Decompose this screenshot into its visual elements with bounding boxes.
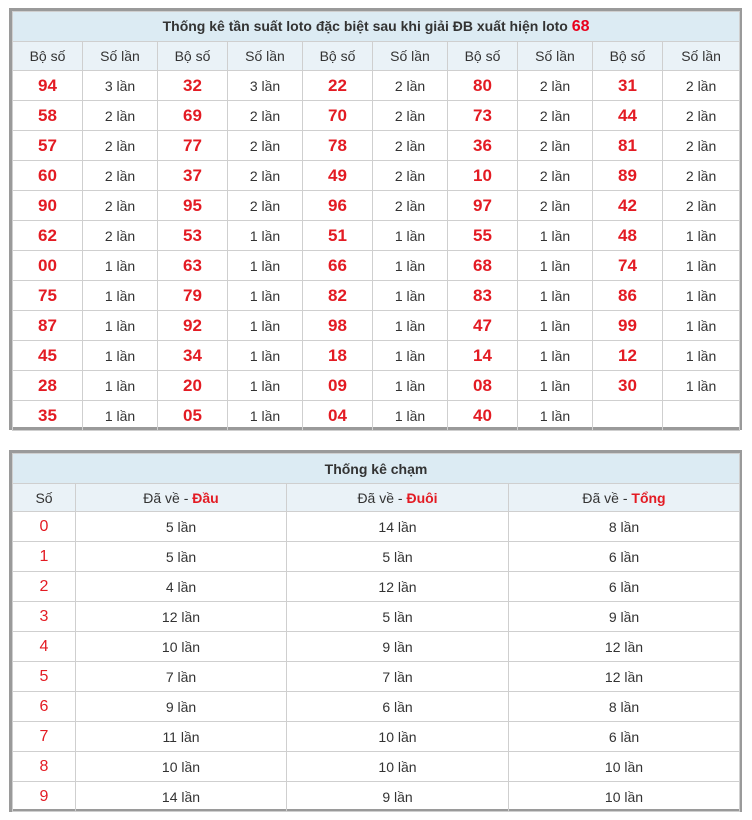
bo-so-cell: 58 <box>13 101 83 131</box>
so-lan-cell: 1 lần <box>373 221 448 251</box>
so-lan-cell: 1 lần <box>228 371 303 401</box>
bo-so-cell: 66 <box>303 251 373 281</box>
frequency-table <box>12 11 740 431</box>
so-lan-cell <box>663 401 740 431</box>
cham-table-panel <box>9 450 742 812</box>
so-lan-cell: 2 lần <box>83 131 158 161</box>
so-lan-cell: 1 lần <box>373 341 448 371</box>
so-lan-cell: 1 lần <box>663 371 740 401</box>
bo-so-cell: 74 <box>593 251 663 281</box>
dau-cell: 10 lần <box>76 632 287 662</box>
bo-so-cell: 22 <box>303 71 373 101</box>
bo-so-cell: 96 <box>303 191 373 221</box>
bo-so-cell: 05 <box>158 401 228 431</box>
cham-table-title: Thống kê chạm <box>13 454 740 484</box>
col-header-so-lan: Số lần <box>228 42 303 71</box>
duoi-cell: 5 lần <box>287 542 509 572</box>
so-lan-cell: 1 lần <box>83 341 158 371</box>
so-lan-cell: 1 lần <box>228 221 303 251</box>
bo-so-cell: 12 <box>593 341 663 371</box>
bo-so-cell: 14 <box>448 341 518 371</box>
bo-so-cell: 62 <box>13 221 83 251</box>
so-lan-cell: 1 lần <box>228 281 303 311</box>
so-lan-cell: 1 lần <box>518 401 593 431</box>
title-number: 68 <box>571 17 590 35</box>
tong-cell: 10 lần <box>509 782 740 812</box>
so-lan-cell: 3 lần <box>228 71 303 101</box>
so-lan-cell: 2 lần <box>228 131 303 161</box>
bo-so-cell: 98 <box>303 311 373 341</box>
so-lan-cell: 1 lần <box>373 281 448 311</box>
table-row <box>13 221 740 251</box>
table-row <box>13 602 740 632</box>
bo-so-cell: 89 <box>593 161 663 191</box>
so-lan-cell: 1 lần <box>83 371 158 401</box>
cham-table <box>12 453 740 812</box>
bo-so-cell: 48 <box>593 221 663 251</box>
so-cell: 9 <box>13 782 76 812</box>
so-lan-cell: 1 lần <box>518 251 593 281</box>
so-cell: 5 <box>13 662 76 692</box>
so-lan-cell: 2 lần <box>228 101 303 131</box>
bo-so-cell: 04 <box>303 401 373 431</box>
so-lan-cell: 2 lần <box>663 131 740 161</box>
bo-so-cell: 32 <box>158 71 228 101</box>
dau-cell: 10 lần <box>76 752 287 782</box>
so-lan-cell: 2 lần <box>228 161 303 191</box>
duoi-cell: 14 lần <box>287 512 509 542</box>
bo-so-cell: 99 <box>593 311 663 341</box>
bo-so-cell: 77 <box>158 131 228 161</box>
so-lan-cell: 1 lần <box>228 401 303 431</box>
so-lan-cell: 1 lần <box>83 281 158 311</box>
so-lan-cell: 1 lần <box>663 311 740 341</box>
so-lan-cell: 2 lần <box>663 101 740 131</box>
col-header-bo-so: Bộ số <box>158 42 228 71</box>
bo-so-cell: 53 <box>158 221 228 251</box>
bo-so-cell: 45 <box>13 341 83 371</box>
table-row <box>13 281 740 311</box>
bo-so-cell: 47 <box>448 311 518 341</box>
so-lan-cell: 2 lần <box>373 161 448 191</box>
bo-so-cell: 80 <box>448 71 518 101</box>
bo-so-cell: 90 <box>13 191 83 221</box>
bo-so-cell: 34 <box>158 341 228 371</box>
dau-cell: 5 lần <box>76 542 287 572</box>
tong-cell: 8 lần <box>509 692 740 722</box>
so-lan-cell: 2 lần <box>83 101 158 131</box>
bo-so-cell <box>593 401 663 431</box>
so-lan-cell: 1 lần <box>373 371 448 401</box>
bo-so-cell: 09 <box>303 371 373 401</box>
tong-cell: 12 lần <box>509 662 740 692</box>
bo-so-cell: 73 <box>448 101 518 131</box>
so-lan-cell: 2 lần <box>663 191 740 221</box>
so-lan-cell: 1 lần <box>663 281 740 311</box>
bo-so-cell: 36 <box>448 131 518 161</box>
table-row <box>13 401 740 431</box>
so-lan-cell: 2 lần <box>83 221 158 251</box>
col-header-so-lan: Số lần <box>518 42 593 71</box>
title-text: Thống kê tần suất loto đặc biệt sau khi giải ĐB xuất hiện loto <box>162 17 568 34</box>
dau-cell: 12 lần <box>76 602 287 632</box>
dau-cell: 14 lần <box>76 782 287 812</box>
table-row <box>13 101 740 131</box>
so-cell: 8 <box>13 752 76 782</box>
so-lan-cell: 1 lần <box>83 401 158 431</box>
duoi-cell: 9 lần <box>287 632 509 662</box>
so-cell: 7 <box>13 722 76 752</box>
so-lan-cell: 1 lần <box>373 401 448 431</box>
table-row <box>13 632 740 662</box>
so-lan-cell: 1 lần <box>83 251 158 281</box>
table-row <box>13 191 740 221</box>
so-lan-cell: 1 lần <box>518 311 593 341</box>
bo-so-cell: 75 <box>13 281 83 311</box>
so-lan-cell: 1 lần <box>228 341 303 371</box>
so-lan-cell: 2 lần <box>83 191 158 221</box>
so-lan-cell: 2 lần <box>228 191 303 221</box>
so-lan-cell: 1 lần <box>518 281 593 311</box>
col-duoi-label: Đuôi <box>406 489 438 506</box>
so-lan-cell: 2 lần <box>518 161 593 191</box>
tong-cell: 6 lần <box>509 722 740 752</box>
bo-so-cell: 20 <box>158 371 228 401</box>
bo-so-cell: 94 <box>13 71 83 101</box>
so-lan-cell: 1 lần <box>518 221 593 251</box>
so-cell: 3 <box>13 602 76 632</box>
bo-so-cell: 08 <box>448 371 518 401</box>
tong-cell: 10 lần <box>509 752 740 782</box>
bo-so-cell: 79 <box>158 281 228 311</box>
so-lan-cell: 3 lần <box>83 71 158 101</box>
col-tong-label: Tổng <box>631 489 666 506</box>
table-row <box>13 692 740 722</box>
tong-cell: 6 lần <box>509 572 740 602</box>
frequency-table-panel <box>9 8 742 430</box>
so-lan-cell: 2 lần <box>663 71 740 101</box>
table-row <box>13 251 740 281</box>
col-dau-label: Đầu <box>192 489 219 506</box>
bo-so-cell: 28 <box>13 371 83 401</box>
so-lan-cell: 1 lần <box>518 371 593 401</box>
so-lan-cell: 1 lần <box>83 311 158 341</box>
tong-cell: 9 lần <box>509 602 740 632</box>
bo-so-cell: 83 <box>448 281 518 311</box>
frequency-table-title <box>13 12 740 42</box>
bo-so-cell: 37 <box>158 161 228 191</box>
col-header-bo-so: Bộ số <box>303 42 373 71</box>
table-row <box>13 782 740 812</box>
so-lan-cell: 1 lần <box>663 341 740 371</box>
so-lan-cell: 1 lần <box>228 251 303 281</box>
so-cell: 4 <box>13 632 76 662</box>
bo-so-cell: 51 <box>303 221 373 251</box>
dau-cell: 5 lần <box>76 512 287 542</box>
tong-cell: 6 lần <box>509 542 740 572</box>
duoi-cell: 5 lần <box>287 602 509 632</box>
tong-cell: 12 lần <box>509 632 740 662</box>
bo-so-cell: 55 <box>448 221 518 251</box>
duoi-cell: 9 lần <box>287 782 509 812</box>
table-row <box>13 542 740 572</box>
duoi-cell: 12 lần <box>287 572 509 602</box>
col-header-so-lan: Số lần <box>373 42 448 71</box>
so-lan-cell: 1 lần <box>373 251 448 281</box>
so-cell: 0 <box>13 512 76 542</box>
table-row <box>13 131 740 161</box>
so-lan-cell: 2 lần <box>83 161 158 191</box>
so-lan-cell: 2 lần <box>518 101 593 131</box>
so-lan-cell: 2 lần <box>373 191 448 221</box>
table-row <box>13 311 740 341</box>
duoi-cell: 6 lần <box>287 692 509 722</box>
col-header-dau <box>76 484 287 512</box>
col-prefix: Đã về - <box>143 489 189 506</box>
so-lan-cell: 2 lần <box>373 71 448 101</box>
bo-so-cell: 49 <box>303 161 373 191</box>
bo-so-cell: 44 <box>593 101 663 131</box>
bo-so-cell: 92 <box>158 311 228 341</box>
dau-cell: 7 lần <box>76 662 287 692</box>
bo-so-cell: 87 <box>13 311 83 341</box>
bo-so-cell: 95 <box>158 191 228 221</box>
dau-cell: 4 lần <box>76 572 287 602</box>
so-lan-cell: 2 lần <box>518 71 593 101</box>
table-row <box>13 341 740 371</box>
col-header-so-lan: Số lần <box>83 42 158 71</box>
bo-so-cell: 57 <box>13 131 83 161</box>
so-lan-cell: 1 lần <box>373 311 448 341</box>
table-row <box>13 71 740 101</box>
bo-so-cell: 86 <box>593 281 663 311</box>
frequency-table-header <box>13 42 740 71</box>
bo-so-cell: 68 <box>448 251 518 281</box>
bo-so-cell: 10 <box>448 161 518 191</box>
so-cell: 2 <box>13 572 76 602</box>
table-row <box>13 371 740 401</box>
bo-so-cell: 97 <box>448 191 518 221</box>
so-cell: 1 <box>13 542 76 572</box>
so-lan-cell: 2 lần <box>663 161 740 191</box>
col-header-tong <box>509 484 740 512</box>
col-header-bo-so: Bộ số <box>13 42 83 71</box>
col-header-bo-so: Bộ số <box>448 42 518 71</box>
col-prefix: Đã về - <box>582 489 628 506</box>
table-row <box>13 512 740 542</box>
bo-so-cell: 82 <box>303 281 373 311</box>
table-row <box>13 752 740 782</box>
bo-so-cell: 70 <box>303 101 373 131</box>
bo-so-cell: 69 <box>158 101 228 131</box>
table-row <box>13 161 740 191</box>
duoi-cell: 7 lần <box>287 662 509 692</box>
table-row <box>13 662 740 692</box>
table-row <box>13 572 740 602</box>
so-lan-cell: 1 lần <box>228 311 303 341</box>
bo-so-cell: 18 <box>303 341 373 371</box>
bo-so-cell: 30 <box>593 371 663 401</box>
col-header-duoi <box>287 484 509 512</box>
bo-so-cell: 40 <box>448 401 518 431</box>
col-header-so: Số <box>13 484 76 512</box>
bo-so-cell: 31 <box>593 71 663 101</box>
so-lan-cell: 1 lần <box>518 341 593 371</box>
so-lan-cell: 2 lần <box>373 131 448 161</box>
so-cell: 6 <box>13 692 76 722</box>
bo-so-cell: 42 <box>593 191 663 221</box>
bo-so-cell: 60 <box>13 161 83 191</box>
bo-so-cell: 81 <box>593 131 663 161</box>
bo-so-cell: 00 <box>13 251 83 281</box>
dau-cell: 9 lần <box>76 692 287 722</box>
dau-cell: 11 lần <box>76 722 287 752</box>
so-lan-cell: 2 lần <box>373 101 448 131</box>
col-header-so-lan: Số lần <box>663 42 740 71</box>
so-lan-cell: 2 lần <box>518 131 593 161</box>
table-row <box>13 722 740 752</box>
bo-so-cell: 35 <box>13 401 83 431</box>
tong-cell: 8 lần <box>509 512 740 542</box>
duoi-cell: 10 lần <box>287 722 509 752</box>
so-lan-cell: 2 lần <box>518 191 593 221</box>
so-lan-cell: 1 lần <box>663 221 740 251</box>
col-header-bo-so: Bộ số <box>593 42 663 71</box>
so-lan-cell: 1 lần <box>663 251 740 281</box>
col-prefix: Đã về - <box>357 489 403 506</box>
bo-so-cell: 63 <box>158 251 228 281</box>
duoi-cell: 10 lần <box>287 752 509 782</box>
bo-so-cell: 78 <box>303 131 373 161</box>
